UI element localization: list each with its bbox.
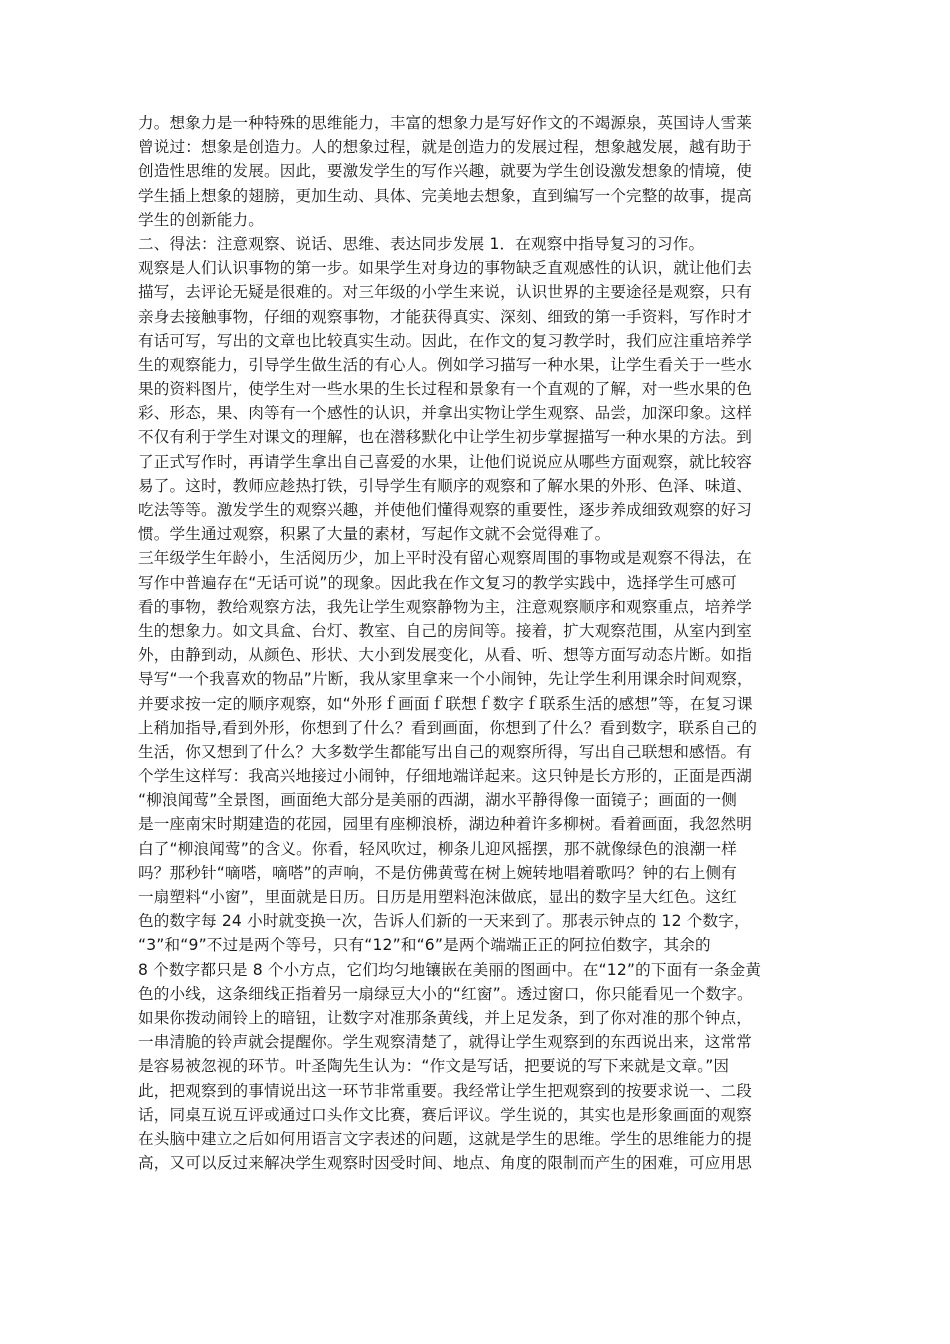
body-text bbox=[138, 111, 828, 1175]
text-line: 了正式写作时，再请学生拿出自己喜爱的水果，让他们说说应从哪些方面观察，就比较容 bbox=[138, 452, 753, 471]
text-line: 惯。学生通过观察，积累了大量的素材，写起作文就不会觉得难了。 bbox=[138, 525, 611, 544]
text-line: 有话可写，写出的文章也比较真实生动。因此，在作文的复习教学时，我们应注重培养学 bbox=[138, 331, 753, 350]
text-line: 亲身去接触事物，仔细的观察事物，才能获得真实、深刻、细致的第一手资料，写作时才 bbox=[138, 307, 753, 326]
text-line: 力。想象力是一种特殊的思维能力，丰富的想象力是写好作文的不竭源泉，英国诗人雪莱 bbox=[138, 114, 753, 132]
text-line: 易了。这时，教师应趁热打铁，引导学生有顺序的观察和了解水果的外形、色泽、味道、 bbox=[138, 476, 753, 495]
text-line: 白了“柳浪闻莺”的含义。你看，轻风吹过，柳条儿迎风摇摆，那不就像绿色的浪潮一样 bbox=[138, 839, 737, 858]
text-line: 导写“一个我喜欢的物品”片断，我从家里拿来一个小闹钟，先让学生利用课余时间观察， bbox=[138, 670, 753, 689]
text-line: 生的观察能力，引导学生做生活的有心人。例如学习描写一种水果，让学生看关于一些水 bbox=[138, 355, 753, 374]
text-line: 是一座南宋时期建造的花园，园里有座柳浪桥，湖边种着许多柳树。看着画面，我忽然明 bbox=[138, 815, 753, 834]
text-line: 观察是人们认识事物的第一步。如果学生对身边的事物缺乏直观感性的认识，就让他们去 bbox=[138, 259, 753, 278]
text-line: 描写，去评论无疑是很难的。对三年级的小学生来说，认识世界的主要途径是观察，只有 bbox=[138, 283, 753, 302]
text-line: 如果你拨动闹铃上的暗钮，让数字对准那条黄线，并上足发条，到了你对准的那个钟点， bbox=[138, 1008, 753, 1027]
text-line: 外，由静到动，从颜色、形状、大小到发展变化，从看、听、想等方面写动态片断。如指 bbox=[138, 646, 753, 665]
text-line: 个学生这样写：我高兴地接过小闹钟，仔细地端详起来。这只钟是长方形的，正面是西湖 bbox=[138, 767, 753, 786]
text-line: “柳浪闻莺”全景图，画面绝大部分是美丽的西湖，湖水平静得像一面镜子；画面的一侧 bbox=[138, 791, 737, 810]
text-line: 在头脑中建立之后如何用语言文字表述的问题，这就是学生的思维。学生的思维能力的提 bbox=[138, 1129, 753, 1148]
text-line: 学生的创新能力。 bbox=[138, 210, 264, 229]
text-line: 是容易被忽视的环节。叶圣陶先生认为：“作文是写话，把要说的写下来就是文章。”因 bbox=[138, 1057, 730, 1076]
text-line: 彩、形态，果、肉等有一个感性的认识，并拿出实物让学生观察、品尝，加深印象。这样 bbox=[138, 404, 753, 423]
text-line: 学生插上想象的翅膀，更加生动、具体、完美地去想象，直到编写一个完整的故事，提高 bbox=[138, 186, 753, 205]
text-line: 上稍加指导,看到外形，你想到了什么？看到画面，你想到了什么？看到数字，联系自己的 bbox=[138, 718, 758, 737]
text-line: 吗？那秒针“嘀嗒，嘀嗒”的声响，不是仿佛黄莺在树上婉转地唱着歌吗？钟的右上侧有 bbox=[138, 863, 737, 882]
text-line: 生活，你又想到了什么？大多数学生都能写出自己的观察所得，写出自己联想和感悟。有 bbox=[138, 742, 753, 761]
text-line: 二、得法：注意观察、说话、思维、表达同步发展 1．在观察中指导复习的习作。 bbox=[138, 234, 705, 253]
text-line: 高，又可以反过来解决学生观察时因受时间、地点、角度的限制而产生的困难，可应用思 bbox=[138, 1154, 753, 1173]
text-line: 果的资料图片，使学生对一些水果的生长过程和景象有一个直观的了解，对一些水果的色 bbox=[138, 380, 753, 399]
text-line: 不仅有利于学生对课文的理解，也在潜移默化中让学生初步掌握描写一种水果的方法。到 bbox=[138, 428, 753, 447]
text-line: 此，把观察到的事情说出这一环节非常重要。我经常让学生把观察到的按要求说一、二段 bbox=[138, 1081, 753, 1100]
text-line: 一扇塑料“小窗”，里面就是日历。日历是用塑料泡沫做底，显出的数字呈大红色。这红 bbox=[138, 888, 737, 906]
text-line: 创造性思维的发展。因此，要激发学生的写作兴趣，就要为学生创设激发想象的情境，使 bbox=[138, 162, 753, 181]
text-line: 色的数字每 24 小时就变换一次，告诉人们新的一天来到了。那表示钟点的 12 个数字， bbox=[138, 912, 750, 931]
text-line: 看的事物，教给观察方法，我先让学生观察静物为主，注意观察顺序和观察重点，培养学 bbox=[138, 597, 753, 616]
text-line: 8 个数字都只是 8 个小方点，它们均匀地镶嵌在美丽的图画中。在“12”的下面有一条金黄 bbox=[138, 960, 762, 979]
text-line: “3”和“9”不过是两个等号，只有“12”和“6”是两个端端正正的阿拉伯数字，其余的 bbox=[138, 936, 711, 955]
text-line: 曾说过：想象是创造力。人的想象过程，就是创造力的发展过程，想象越发展，越有助于 bbox=[138, 138, 753, 157]
text-line: 生的想象力。如文具盒、台灯、教室、自己的房间等。接着，扩大观察范围，从室内到室 bbox=[138, 621, 753, 640]
text-line: 吃法等等。激发学生的观察兴趣，并使他们懂得观察的重要性，逐步养成细致观察的好习 bbox=[138, 501, 753, 519]
text-line: 一串清脆的铃声就会提醒你。学生观察清楚了，就得让学生观察到的东西说出来，这常常 bbox=[138, 1033, 753, 1052]
text-line: 并要求按一定的顺序观察，如“外形ｆ画面ｆ联想ｆ数字ｆ联系生活的感想”等，在复习课 bbox=[138, 694, 753, 713]
text-line: 三年级学生年龄小，生活阅历少，加上平时没有留心观察周围的事物或是观察不得法，在 bbox=[138, 549, 753, 568]
text-line: 色的小线，这条细线正指着另一扇绿豆大小的“红窗”。透过窗口，你只能看见一个数字。 bbox=[138, 984, 753, 1003]
text-line: 话，同桌互说互评或通过口头作文比赛，赛后评议。学生说的，其实也是形象画面的观察 bbox=[138, 1105, 753, 1124]
text-line: 写作中普遍存在“无话可说”的现象。因此我在作文复习的教学实践中，选择学生可感可 bbox=[138, 573, 737, 592]
